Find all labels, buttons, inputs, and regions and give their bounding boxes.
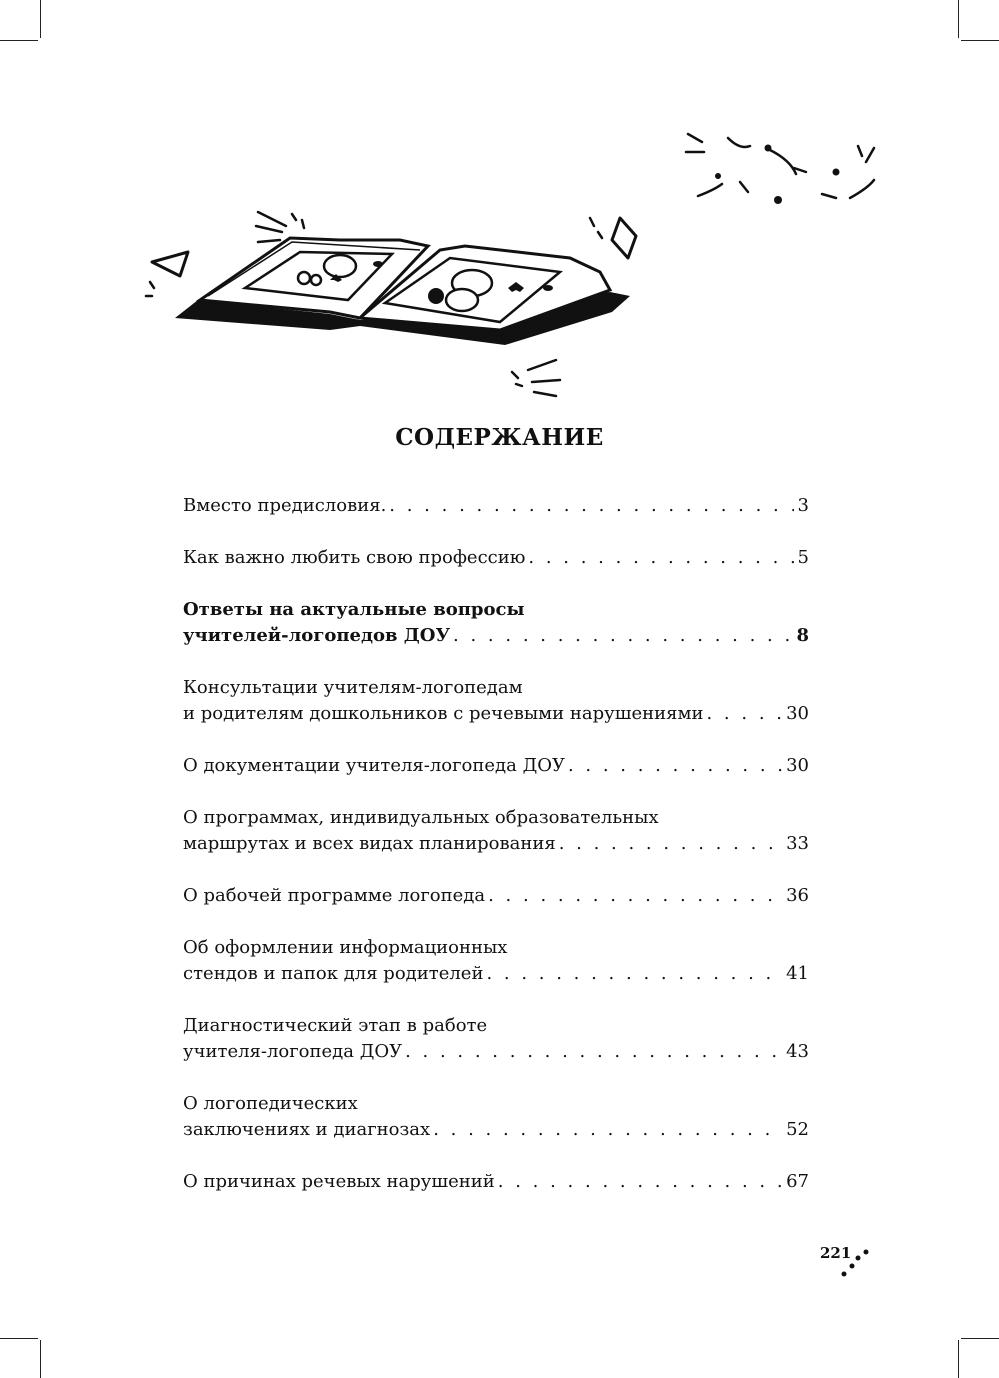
toc-page-number: 3 — [797, 495, 809, 516]
toc-entry — [183, 753, 809, 779]
toc-entry-title: Диагностический этап в работе — [183, 1015, 488, 1036]
toc-leader-dots — [706, 701, 782, 727]
toc-leader-dots — [528, 545, 793, 571]
toc-entry — [183, 1013, 809, 1065]
toc-leader-dots — [453, 623, 792, 649]
toc-entry — [183, 1091, 809, 1143]
toc-entry — [183, 545, 809, 571]
crop-mark — [961, 40, 999, 41]
dots-ornament-icon — [836, 1244, 870, 1280]
toc-entry-title: учителей-логопедов ДОУ — [183, 625, 451, 646]
toc-leader-dots — [405, 1039, 782, 1065]
crop-mark — [958, 1340, 959, 1378]
crop-mark — [961, 1338, 999, 1339]
toc-entry-title: Ответы на актуальные вопросы — [183, 599, 525, 620]
toc-entry — [183, 1169, 809, 1195]
crop-mark — [0, 40, 38, 41]
toc-entry-title: стендов и папок для родителей — [183, 963, 484, 984]
crop-mark — [40, 0, 41, 38]
toc-leader-dots — [498, 1169, 782, 1195]
toc-entry-title: Как важно любить свою профессию — [183, 547, 526, 568]
toc-entry-title: О программах, индивидуальных образовательных — [183, 807, 659, 828]
toc-entry — [183, 675, 809, 727]
toc-entry-title: Консультации учителям-логопедам — [183, 677, 523, 698]
toc-page-number: 67 — [786, 1171, 809, 1192]
toc-leader-dots — [433, 1117, 782, 1143]
toc-entry-title: учителя-логопеда ДОУ — [183, 1041, 403, 1062]
toc-page-number: 33 — [786, 833, 809, 854]
toc-entry-title: О рабочей программе логопеда — [183, 885, 486, 906]
toc-entry — [183, 935, 809, 987]
toc-entry-title: маршрутах и всех видах планирования — [183, 833, 556, 854]
toc-entry-title: заключениях и диагнозах — [183, 1119, 431, 1140]
toc-entry-title: О причинах речевых нарушений — [183, 1171, 495, 1192]
crop-mark — [0, 1338, 38, 1339]
toc-page-number: 36 — [786, 885, 809, 906]
toc-page-number: 30 — [786, 755, 809, 776]
toc-leader-dots — [559, 831, 782, 857]
page-title: СОДЕРЖАНИЕ — [395, 424, 604, 451]
toc-entry — [183, 597, 809, 649]
crop-mark — [958, 0, 959, 38]
toc-entry-title: Вместо предисловия. — [183, 495, 387, 516]
open-book-illustration — [140, 120, 900, 410]
toc-entry — [183, 805, 809, 857]
toc-leader-dots — [486, 961, 782, 987]
toc-page-number: 8 — [796, 625, 809, 646]
toc-page-number: 5 — [797, 547, 809, 568]
toc-page-number: 30 — [786, 703, 809, 724]
toc-page-number: 52 — [786, 1119, 809, 1140]
toc-leader-dots — [488, 883, 782, 909]
toc-entry — [183, 883, 809, 909]
toc-entry-title: Об оформлении информационных — [183, 937, 508, 958]
table-of-contents — [183, 493, 809, 1221]
toc-leader-dots — [389, 493, 793, 519]
toc-leader-dots — [568, 753, 782, 779]
toc-entry-title: О документации учителя-логопеда ДОУ — [183, 755, 565, 776]
crop-mark — [40, 1340, 41, 1378]
toc-page-number: 41 — [786, 963, 809, 984]
toc-entry-title: и родителям дошкольников с речевыми нарушениями — [183, 703, 704, 724]
toc-entry-title: О логопедических — [183, 1093, 358, 1114]
toc-entry — [183, 493, 809, 519]
page-number: 221 — [820, 1244, 852, 1262]
toc-page-number: 43 — [786, 1041, 809, 1062]
